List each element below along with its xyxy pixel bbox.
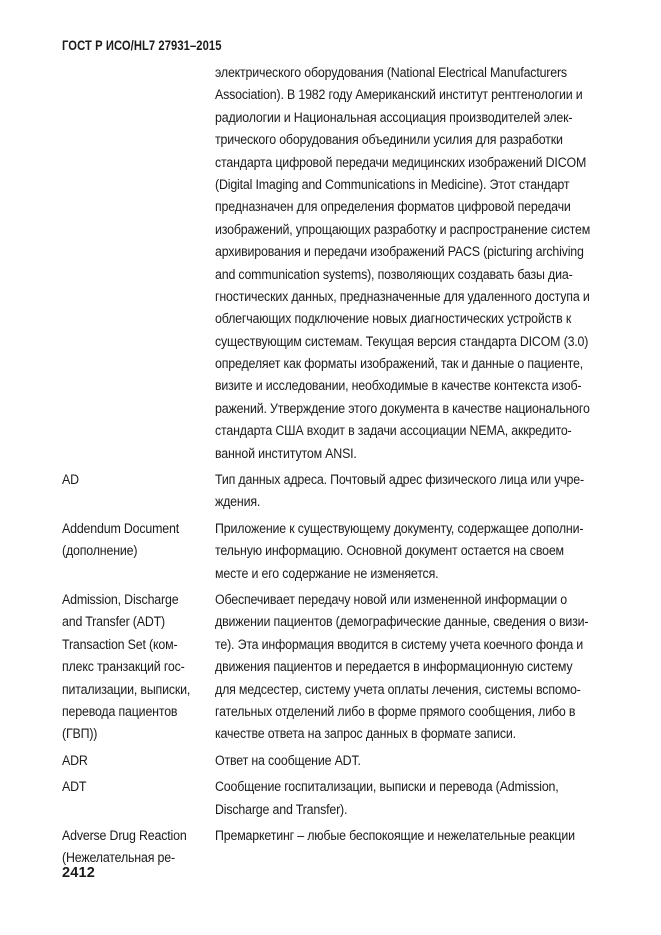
- text-line: тельную информацию. Основной документ остается на своем: [215, 543, 564, 559]
- glossary-entry: [62, 776, 647, 821]
- text-line: движении пациентов (демографические данные, сведения о визи-: [215, 614, 589, 630]
- text-line: для медсестер, систему учета оплаты лечения, системы вспомо-: [215, 681, 581, 697]
- glossary-term: [62, 776, 215, 798]
- text-line: Ответ на сообщение ADT.: [215, 752, 361, 768]
- text-line: плекс транзакций гос-: [62, 659, 185, 675]
- text-line: предназначен для определения форматов цифровой передачи: [215, 199, 571, 215]
- glossary-entry: [62, 750, 647, 772]
- glossary-term: [62, 518, 215, 563]
- text-line: питализации, выписки,: [62, 681, 191, 697]
- text-line: Adverse Drug Reaction: [62, 827, 187, 843]
- glossary-definition: [215, 825, 647, 847]
- text-line: изображений, упрощающих разработку и распространение систем: [215, 221, 591, 237]
- text-line: (дополнение): [62, 543, 138, 559]
- text-line: and communication systems), позволяющих создавать базы диа-: [215, 266, 573, 282]
- text-line: Discharge and Transfer).: [215, 801, 348, 817]
- glossary-term: [62, 825, 215, 870]
- text-line: Премаркетинг – любые беспокоящие и нежелательные реакции: [215, 827, 575, 843]
- text-line: радиологии и Национальная ассоциация производителей элек-: [215, 109, 573, 125]
- glossary-definition: [215, 750, 647, 772]
- glossary-entry: [62, 589, 647, 746]
- text-line: месте и его содержание не изменяется.: [215, 565, 439, 581]
- glossary-term: [62, 469, 215, 491]
- text-line: гательных отделений либо в форме прямого сообщения, либо в: [215, 703, 576, 719]
- text-line: Association). В 1982 году Американский институт рентгенологии и: [215, 87, 583, 103]
- text-line: and Transfer (ADT): [62, 614, 165, 630]
- page-number: 2412: [62, 865, 96, 881]
- text-line: ждения.: [215, 494, 261, 510]
- text-line: Обеспечивает передачу новой или измененной информации о: [215, 591, 568, 607]
- text-line: трического оборудования объединили усилия для разработки: [215, 132, 563, 148]
- text-line: определяет как форматы изображений, так и данные о пациенте,: [215, 356, 584, 372]
- text-line: (Нежелательная ре-: [62, 850, 175, 866]
- text-line: Transaction Set (ком-: [62, 636, 178, 652]
- text-line: Сообщение госпитализации, выписки и перевода (Admission,: [215, 779, 559, 795]
- text-line: Приложение к существующему документу, содержащее дополни-: [215, 520, 584, 536]
- text-line: качестве ответа на запрос данных в формате записи.: [215, 726, 516, 742]
- glossary-entry: [62, 469, 647, 514]
- text-line: Тип данных адреса. Почтовый адрес физического лица или учре-: [215, 472, 584, 488]
- text-line: визите и исследовании, необходимые в качестве контекста изоб-: [215, 378, 582, 394]
- glossary-term: [62, 589, 215, 746]
- glossary: [62, 62, 647, 870]
- glossary-term: [62, 750, 215, 772]
- text-line: архивирования и передачи изображений PACS (picturing archiving: [215, 244, 584, 260]
- text-line: электрического оборудования (National Electrical Manufacturers: [215, 65, 567, 80]
- glossary-definition: [215, 469, 647, 514]
- text-line: Admission, Discharge: [62, 591, 179, 607]
- text-line: движения пациентов и передается в информационную систему: [215, 659, 573, 675]
- glossary-definition: [215, 518, 647, 585]
- text-line: гностических данных, предназначенные для удаленного доступа и: [215, 288, 590, 304]
- text-line: (Digital Imaging and Communications in Medicine). Этот стандарт: [215, 176, 570, 192]
- text-line: существующим системам. Текущая версия стандарта DICOM (3.0): [215, 333, 589, 349]
- glossary-entry: [62, 62, 647, 465]
- glossary-entry: [62, 825, 647, 870]
- text-line: AD: [62, 472, 79, 488]
- text-line: стандарта цифровой передачи медицинских изображений DICOM: [215, 154, 587, 170]
- glossary-definition: [215, 589, 647, 746]
- text-line: ражений. Утверждение этого документа в качестве национального: [215, 400, 590, 416]
- glossary-entry: [62, 518, 647, 585]
- text-line: Addendum Document: [62, 520, 180, 536]
- text-line: ADR: [62, 752, 88, 768]
- glossary-definition: [215, 776, 647, 821]
- text-line: ADT: [62, 779, 87, 795]
- glossary-definition: [215, 62, 647, 465]
- text-line: ванной институтом ANSI.: [215, 445, 357, 461]
- text-line: те). Эта информация вводится в систему учета коечного фонда и: [215, 636, 584, 652]
- document-header: ГОСТ Р ИСО/HL7 27931–2015: [62, 37, 222, 53]
- text-line: стандарта США входит в задачи ассоциации NEMA, аккредито-: [215, 423, 572, 439]
- text-line: облегчающих подключение новых диагностических устройств к: [215, 311, 572, 327]
- text-line: (ГВП)): [62, 726, 98, 742]
- text-line: перевода пациентов: [62, 703, 178, 719]
